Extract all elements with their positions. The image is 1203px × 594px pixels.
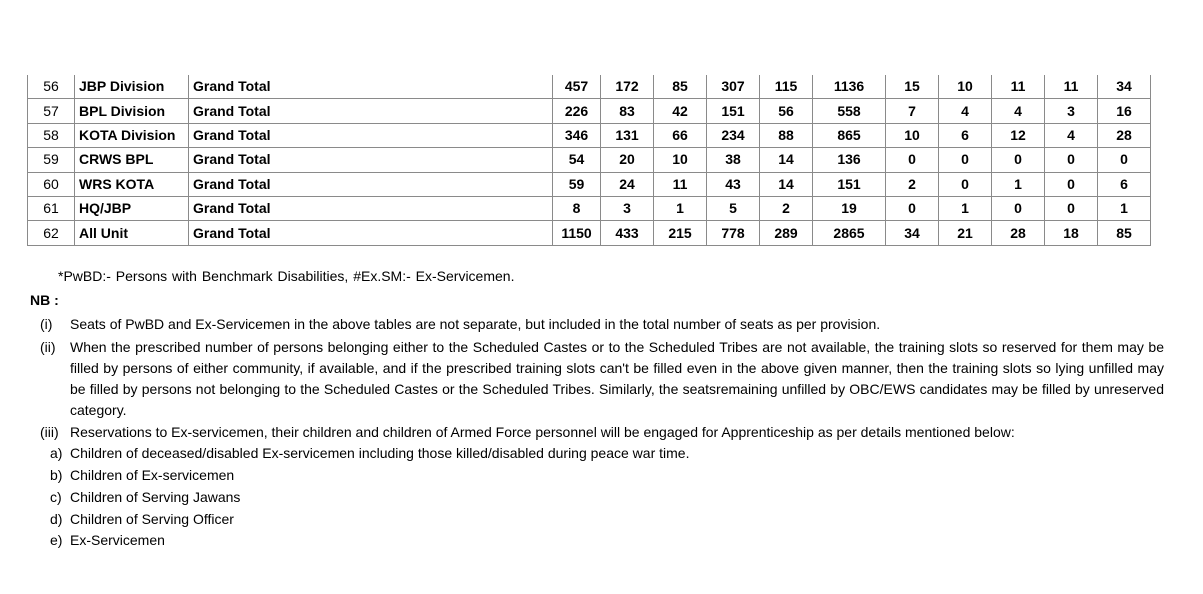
table-row: [28, 148, 1151, 172]
sub-item: [50, 443, 689, 464]
value-cell: 115: [760, 75, 813, 99]
category-cell: Grand Total: [189, 99, 553, 123]
value-cell: 3: [601, 196, 654, 220]
sub-item-label: e): [50, 532, 63, 548]
value-cell: 136: [813, 148, 886, 172]
value-cell: 1: [1098, 196, 1151, 220]
value-cell: 2865: [813, 221, 886, 245]
note-label: (ii): [40, 339, 56, 355]
value-cell: 1: [992, 172, 1045, 196]
serial-number-cell: 59: [28, 148, 75, 172]
sub-item: [50, 465, 234, 486]
value-cell: 433: [601, 221, 654, 245]
sub-item: [50, 530, 165, 551]
value-cell: 66: [654, 123, 707, 147]
category-cell: Grand Total: [189, 172, 553, 196]
value-cell: 42: [654, 99, 707, 123]
note-text: When the prescribed number of persons belonging either to the Scheduled Castes or to the Scheduled Tribes are not available, the training slots so reserved for them may be filled by persons of either community, if available, and if the prescribed training slots can't be filled even in the above given manner, then the training slots so lying unfilled may be filled by persons not belonging to the Scheduled Castes or the Scheduled Tribes. Similarly, the seatsremaining unfilled by OBC/EWS candidates may be filled by unreserved category.: [70, 339, 1164, 418]
value-cell: 4: [939, 99, 992, 123]
value-cell: 85: [1098, 221, 1151, 245]
value-cell: 14: [760, 148, 813, 172]
sub-item-label: a): [50, 445, 63, 461]
value-cell: 11: [992, 75, 1045, 99]
sub-item-label: c): [50, 489, 62, 505]
sub-item-text: Children of deceased/disabled Ex-servicemen including those killed/disabled during peace war time.: [70, 445, 690, 461]
value-cell: 18: [1045, 221, 1098, 245]
value-cell: 83: [601, 99, 654, 123]
footnote: *PwBD:- Persons with Benchmark Disabilities, #Ex.SM:- Ex-Servicemen.: [58, 268, 515, 284]
table-row: [28, 99, 1151, 123]
category-cell: Grand Total: [189, 221, 553, 245]
value-cell: 85: [654, 75, 707, 99]
value-cell: 5: [707, 196, 760, 220]
serial-number-cell: 58: [28, 123, 75, 147]
sub-item-text: Children of Ex-servicemen: [70, 467, 235, 483]
value-cell: 8: [553, 196, 601, 220]
seat-distribution-table: [27, 75, 1151, 246]
value-cell: 34: [1098, 75, 1151, 99]
sub-item-label: b): [50, 467, 63, 483]
sub-item: [50, 509, 234, 530]
unit-name-cell: HQ/JBP: [75, 196, 189, 220]
value-cell: 54: [553, 148, 601, 172]
value-cell: 20: [601, 148, 654, 172]
value-cell: 16: [1098, 99, 1151, 123]
table-row: [28, 221, 1151, 245]
value-cell: 558: [813, 99, 886, 123]
value-cell: 1136: [813, 75, 886, 99]
category-cell: Grand Total: [189, 75, 553, 99]
value-cell: 0: [939, 148, 992, 172]
value-cell: 4: [1045, 123, 1098, 147]
value-cell: 226: [553, 99, 601, 123]
unit-name-cell: WRS KOTA: [75, 172, 189, 196]
value-cell: 7: [886, 99, 939, 123]
sub-item-text: Children of Serving Jawans: [70, 489, 241, 505]
note-3: [40, 422, 1165, 443]
value-cell: 24: [601, 172, 654, 196]
value-cell: 19: [813, 196, 886, 220]
value-cell: 234: [707, 123, 760, 147]
serial-number-cell: 56: [28, 75, 75, 99]
value-cell: 0: [1098, 148, 1151, 172]
value-cell: 346: [553, 123, 601, 147]
value-cell: 4: [992, 99, 1045, 123]
serial-number-cell: 62: [28, 221, 75, 245]
value-cell: 21: [939, 221, 992, 245]
value-cell: 6: [1098, 172, 1151, 196]
note-text: Seats of PwBD and Ex-Servicemen in the above tables are not separate, but included in the total number of seats as per provision.: [70, 316, 881, 332]
note-label: (iii): [40, 424, 59, 440]
value-cell: 56: [760, 99, 813, 123]
value-cell: 0: [939, 172, 992, 196]
unit-name-cell: KOTA Division: [75, 123, 189, 147]
category-cell: Grand Total: [189, 123, 553, 147]
value-cell: 172: [601, 75, 654, 99]
value-cell: 10: [654, 148, 707, 172]
sub-item-text: Children of Serving Officer: [70, 511, 234, 527]
unit-name-cell: All Unit: [75, 221, 189, 245]
value-cell: 151: [813, 172, 886, 196]
value-cell: 28: [992, 221, 1045, 245]
value-cell: 0: [1045, 148, 1098, 172]
value-cell: 215: [654, 221, 707, 245]
value-cell: 1: [654, 196, 707, 220]
sub-item-label: d): [50, 511, 63, 527]
value-cell: 1: [939, 196, 992, 220]
value-cell: 6: [939, 123, 992, 147]
value-cell: 2: [760, 196, 813, 220]
value-cell: 778: [707, 221, 760, 245]
sub-item-text: Ex-Servicemen: [70, 532, 165, 548]
value-cell: 151: [707, 99, 760, 123]
note-1: [40, 314, 1165, 335]
unit-name-cell: JBP Division: [75, 75, 189, 99]
value-cell: 0: [1045, 196, 1098, 220]
table-row: [28, 196, 1151, 220]
value-cell: 0: [992, 196, 1045, 220]
value-cell: 1150: [553, 221, 601, 245]
value-cell: 2: [886, 172, 939, 196]
value-cell: 307: [707, 75, 760, 99]
value-cell: 131: [601, 123, 654, 147]
value-cell: 457: [553, 75, 601, 99]
table-row: [28, 172, 1151, 196]
value-cell: 289: [760, 221, 813, 245]
note-text: Reservations to Ex-servicemen, their children and children of Armed Force personnel will be engaged for Apprenticeship as per details mentioned below:: [70, 424, 1015, 440]
value-cell: 0: [886, 148, 939, 172]
category-cell: Grand Total: [189, 196, 553, 220]
unit-name-cell: CRWS BPL: [75, 148, 189, 172]
value-cell: 11: [1045, 75, 1098, 99]
note-label: (i): [40, 316, 53, 332]
value-cell: 10: [886, 123, 939, 147]
value-cell: 43: [707, 172, 760, 196]
table-row: [28, 75, 1151, 99]
value-cell: 0: [886, 196, 939, 220]
value-cell: 15: [886, 75, 939, 99]
value-cell: 59: [553, 172, 601, 196]
value-cell: 0: [1045, 172, 1098, 196]
value-cell: 34: [886, 221, 939, 245]
value-cell: 11: [654, 172, 707, 196]
serial-number-cell: 60: [28, 172, 75, 196]
value-cell: 865: [813, 123, 886, 147]
serial-number-cell: 57: [28, 99, 75, 123]
unit-name-cell: BPL Division: [75, 99, 189, 123]
note-2: [40, 337, 1165, 421]
nb-label: NB :: [30, 292, 59, 308]
value-cell: 28: [1098, 123, 1151, 147]
value-cell: 88: [760, 123, 813, 147]
sub-item: [50, 487, 240, 508]
table-row: [28, 123, 1151, 147]
value-cell: 10: [939, 75, 992, 99]
value-cell: 12: [992, 123, 1045, 147]
value-cell: 3: [1045, 99, 1098, 123]
value-cell: 14: [760, 172, 813, 196]
serial-number-cell: 61: [28, 196, 75, 220]
category-cell: Grand Total: [189, 148, 553, 172]
value-cell: 38: [707, 148, 760, 172]
value-cell: 0: [992, 148, 1045, 172]
